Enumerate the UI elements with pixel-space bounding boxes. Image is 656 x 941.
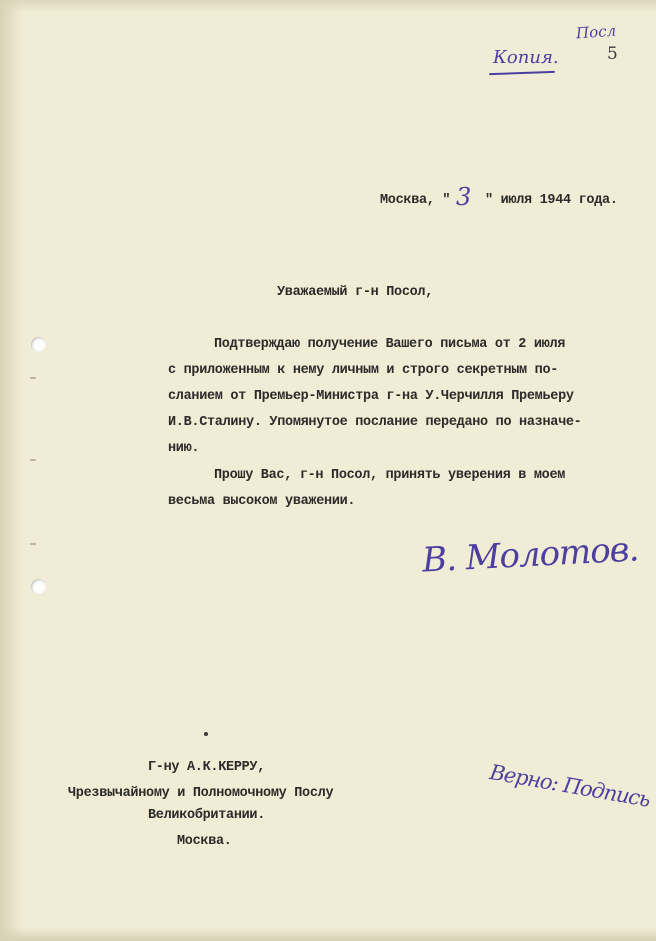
margin-tick [30,543,36,545]
salutation: Уважаемый г-н Посол, [277,285,434,300]
paragraph1-line: сланием от Премьер-Министра г-на У.Черчилля Премьеру [168,389,574,404]
dateline-prefix: Москва, " [380,193,451,208]
paragraph1-line: И.В.Сталину. Упомянутое послание передано по назначе- [168,415,582,430]
paragraph2-line: весьма высоком уважении. [168,494,356,509]
paragraph2-line: Прошу Вас, г-н Посол, принять уверения в моем [214,468,566,483]
copy-mark-underline [489,71,555,75]
page-number: 5 [607,44,618,64]
certification-mark: Верно: Подпись [487,760,652,812]
signature: В. Молотов. [421,529,640,581]
paper-top-shadow [0,0,656,12]
paragraph1-line: с приложенным к нему личным и строго секретным по- [168,363,559,378]
addressee-line-2: Чрезвычайному и Полномочному Послу [68,786,334,801]
margin-tick [30,377,36,379]
copy-mark: Копия. [493,47,559,68]
punch-hole-top [31,337,46,352]
dateline-suffix: " июля 1944 года. [485,193,618,208]
addressee-line-1: Г-ну А.К.КЕРРУ, [148,760,266,775]
paper-left-shadow [0,0,22,941]
file-mark: Посл [575,21,617,43]
addressee-line-3: Великобритании. [148,808,266,823]
margin-tick [30,459,36,461]
paragraph1-line: Подтверждаю получение Вашего письма от 2 июля [214,337,566,352]
dateline-day: 3 [456,183,472,211]
punch-hole-bottom [31,579,46,594]
addressee-line-4: Москва. [177,834,232,849]
paper-bottom-shadow [0,927,656,941]
paragraph1-line: нию. [168,441,200,456]
margin-dot [204,732,208,736]
